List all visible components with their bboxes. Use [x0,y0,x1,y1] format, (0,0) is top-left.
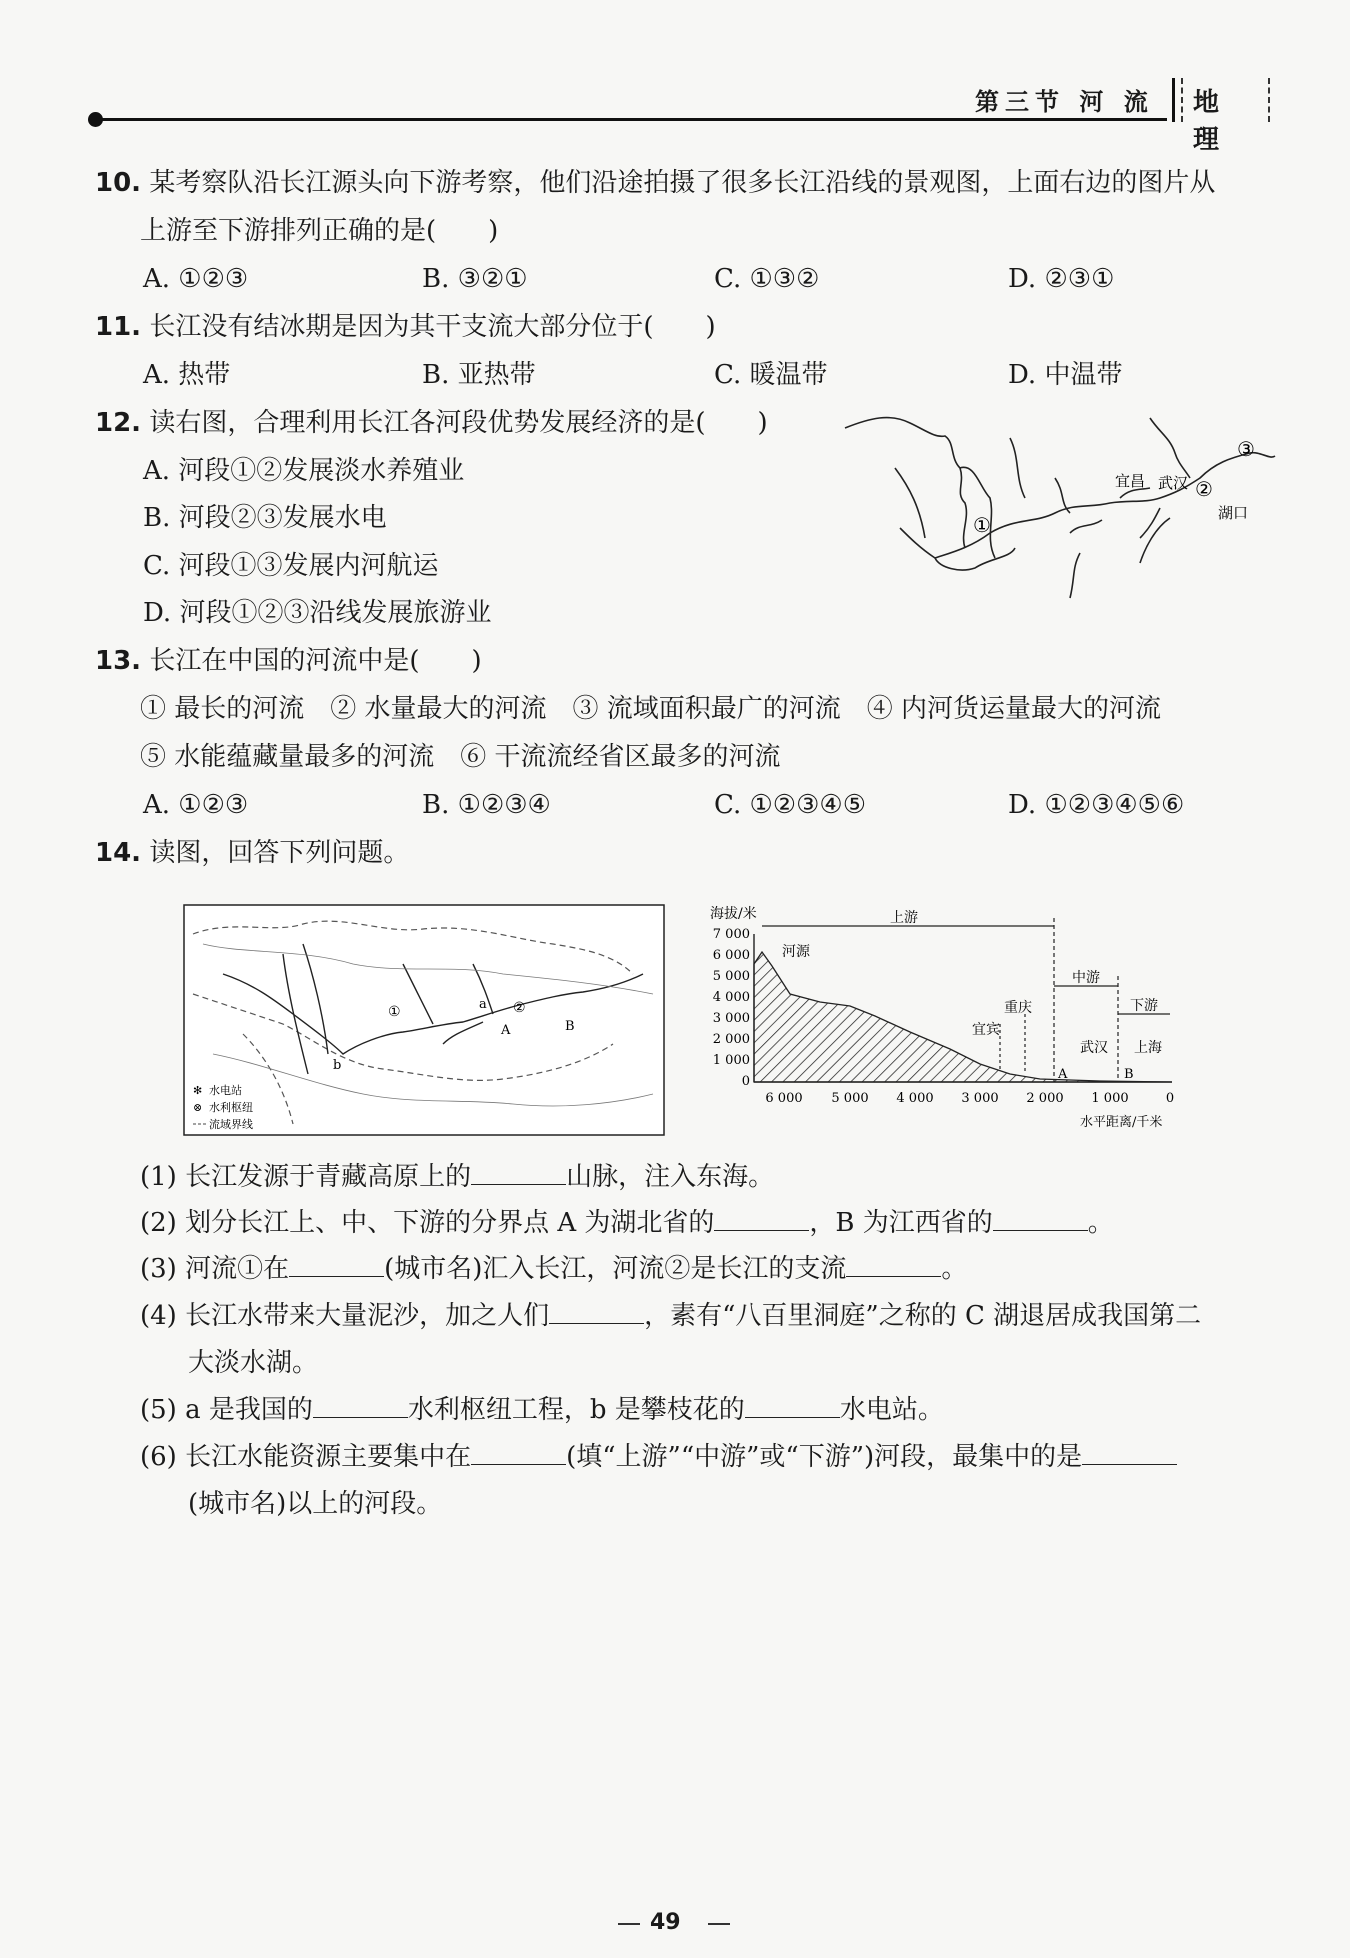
ytick-0: 0 [741,1074,750,1089]
xtick-4000: 4 000 [896,1091,934,1106]
yangtze-profile-chart [700,904,1200,1136]
q10-line1: 10. 某考察队沿长江源头向下游考察，他们沿途拍摄了很多长江沿线的景观图，上面右边的图片从 [95,168,1216,198]
q11-line1: 11. 长江没有结冰期是因为其干支流大部分位于( ) [95,312,716,342]
q14-sub1: (1) 长江发源于青藏高原上的 山脉，注入东海。 [140,1162,775,1192]
place-source: 河源 [782,944,810,960]
basin-mark-B: B [565,1019,575,1034]
place-chongqing: 重庆 [1004,1000,1032,1016]
q11-option-a: A. 热带 [143,360,231,390]
subject-box [1172,78,1270,155]
ytick-3000: 3 000 [712,1011,750,1026]
page-number-dash-right [708,1923,730,1925]
q13-items-line1: ① 最长的河流 ② 水量最大的河流 ③ 流域面积最广的河流 ④ 内河货运量最大的河流 [140,694,1162,724]
q14-2b-blank[interactable] [993,1208,1088,1231]
q14-sub3: (3) 河流①在 (城市名)汇入长江，河流②是长江的支流 。 [140,1254,968,1284]
q14-2a-blank[interactable] [714,1208,809,1231]
page-number-dash-left [618,1923,640,1925]
segment-middle: 中游 [1072,970,1100,986]
q14-sub4: (4) 长江水带来大量泥沙，加之人们 ，素有“八百里洞庭”之称的 C 湖退居成我国第二 [140,1301,1202,1331]
q12-option-d: D. 河段①②③沿线发展旅游业 [143,598,492,628]
q12-option-a: A. 河段①②发展淡水养殖业 [143,456,465,486]
q14-line1: 14. 读图，回答下列问题。 [95,838,410,868]
wuhan-label: 武汉 [1158,474,1189,492]
ytick-7000: 7 000 [712,927,750,942]
q14-6b-blank[interactable] [1082,1442,1177,1465]
yichang-label: 宜昌 [1115,472,1146,490]
place-wuhan: 武汉 [1080,1040,1108,1056]
basin-mark-b: b [333,1058,342,1073]
subject-label: 地 理 [1193,88,1234,155]
q13-items-line2: ⑤ 水能蕴藏量最多的河流 ⑥ 干流流经省区最多的河流 [140,742,781,772]
page-number: 49 [650,1910,681,1935]
q10-line2: 上游至下游排列正确的是( ) [140,216,499,246]
q12-option-b: B. 河段②③发展水电 [143,503,387,533]
place-yibin: 宜宾 [972,1022,1000,1038]
segment-3-label: ③ [1237,437,1255,461]
q14-sub2: (2) 划分长江上、中、下游的分界点 A 为湖北省的 ，B 为江西省的 。 [140,1208,1114,1238]
segment-upper: 上游 [890,910,918,926]
xtick-6000: 6 000 [765,1091,803,1106]
profile-ylabel: 海拔/米 [710,906,757,922]
ytick-5000: 5 000 [712,969,750,984]
xtick-0: 0 [1165,1091,1175,1106]
ytick-1000: 1 000 [712,1053,750,1068]
xtick-1000: 1 000 [1091,1091,1129,1106]
legend-water-project: 水利枢纽 [209,1101,253,1114]
segment-1-label: ① [973,513,991,537]
q10-option-b: B. ③②① [422,264,528,294]
q14-1-blank[interactable] [471,1162,566,1185]
q13-line1: 13. 长江在中国的河流中是( ) [95,646,482,676]
basin-mark-a: a [479,997,487,1012]
place-B: B [1124,1067,1134,1082]
yangtze-segment-map [840,408,1280,608]
q14-sub6: (6) 长江水能资源主要集中在 (填“上游”“中游”或“下游”)河段，最集中的是 [140,1442,1177,1472]
q10-option-a: A. ①②③ [143,264,249,294]
q13-option-c: C. ①②③④⑤ [714,790,867,820]
basin-mark-2: ② [513,1000,526,1016]
q11-option-c: C. 暖温带 [714,360,828,390]
svg-text:⊗: ⊗ [193,1101,203,1114]
q14-6a-blank[interactable] [471,1442,566,1465]
q14-sub4-cont: 大淡水湖。 [188,1348,319,1378]
yangtze-basin-map [183,904,665,1136]
ytick-4000: 4 000 [712,990,750,1005]
profile-xlabel: 水平距离/千米 [1080,1115,1163,1130]
q14-4-blank[interactable] [549,1301,644,1324]
segment-2-label: ② [1195,477,1213,501]
place-A: A [1058,1067,1068,1082]
q10-option-d: D. ②③① [1008,264,1115,294]
q11-option-b: B. 亚热带 [422,360,536,390]
legend-basin-boundary: 流域界线 [209,1118,253,1131]
header-rule [95,118,1167,121]
q11-option-d: D. 中温带 [1008,360,1123,390]
q14-5a-blank[interactable] [313,1395,408,1418]
q14-3a-blank[interactable] [289,1254,384,1277]
q12-line1: 12. 读右图，合理利用长江各河段优势发展经济的是( ) [95,408,768,438]
segment-lower: 下游 [1130,998,1158,1014]
basin-mark-A: A [501,1023,511,1038]
xtick-2000: 2 000 [1026,1091,1064,1106]
q10-option-c: C. ①③② [714,264,820,294]
hukou-label: 湖口 [1218,504,1249,522]
legend-hydropower: 水电站 [209,1084,242,1097]
section-title: 第三节 河 流 [975,87,1154,116]
ytick-2000: 2 000 [712,1032,750,1047]
q14-5b-blank[interactable] [745,1395,840,1418]
xtick-3000: 3 000 [961,1091,999,1106]
place-shanghai: 上海 [1134,1040,1162,1056]
q12-option-c: C. 河段①③发展内河航运 [143,551,439,581]
q14-sub5: (5) a 是我国的 水利枢纽工程，b 是攀枝花的 水电站。 [140,1395,944,1425]
svg-text:✻: ✻ [193,1084,203,1097]
ytick-6000: 6 000 [712,948,750,963]
q13-option-a: A. ①②③ [143,790,249,820]
q13-option-b: B. ①②③④ [422,790,551,820]
q13-option-d: D. ①②③④⑤⑥ [1008,790,1185,820]
q14-3b-blank[interactable] [846,1254,941,1277]
basin-mark-1: ① [388,1004,401,1020]
q14-sub6-cont: (城市名)以上的河段。 [188,1489,443,1519]
xtick-5000: 5 000 [831,1091,869,1106]
